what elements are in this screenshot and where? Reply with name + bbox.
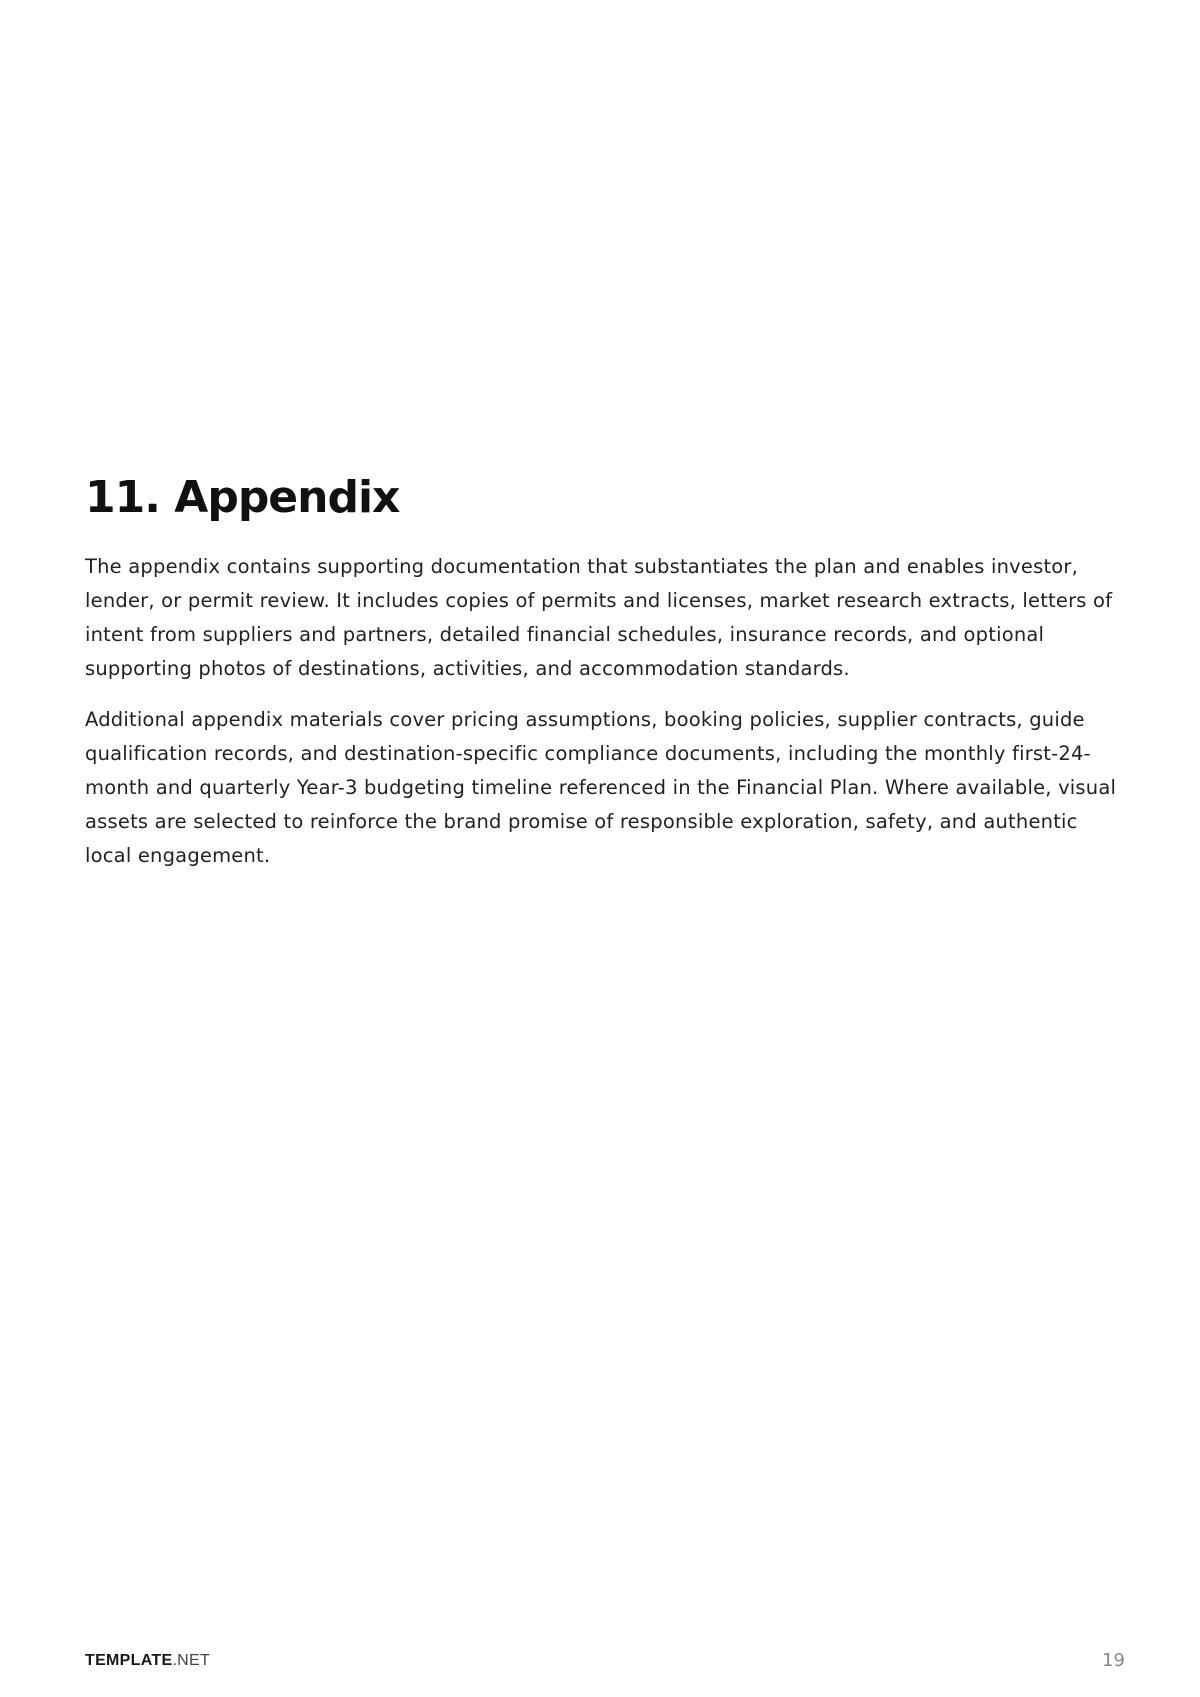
- page-footer: [85, 1652, 1125, 1676]
- footer-brand-logo: [85, 1652, 210, 1670]
- brand-name-bold: TEMPLATE: [85, 1652, 173, 1669]
- appendix-paragraph-2: Additional appendix materials cover pricing assumptions, booking policies, supplier contracts, guide qualification records, and destination-specific compliance documents, including the monthly first-24-month and quarterly Year-3 budgeting timeline referenced in the Financial Plan. Where available, visual assets are selected to reinforce the brand promise of responsible exploration, safety, and authentic local engagement.: [85, 708, 1117, 867]
- appendix-paragraph-1: The appendix contains supporting documentation that substantiates the plan and enables investor, lender, or permit review. It includes copies of permits and licenses, market research extracts, letters of intent from suppliers and partners, detailed financial schedules, insurance records, and optional supporting photos of destinations, activities, and accommodation standards.: [85, 555, 1113, 680]
- appendix-section: [85, 470, 1125, 890]
- page-number: 19: [1102, 1650, 1125, 1671]
- section-title: 11. Appendix: [85, 472, 400, 523]
- brand-name-suffix: .NET: [172, 1652, 211, 1669]
